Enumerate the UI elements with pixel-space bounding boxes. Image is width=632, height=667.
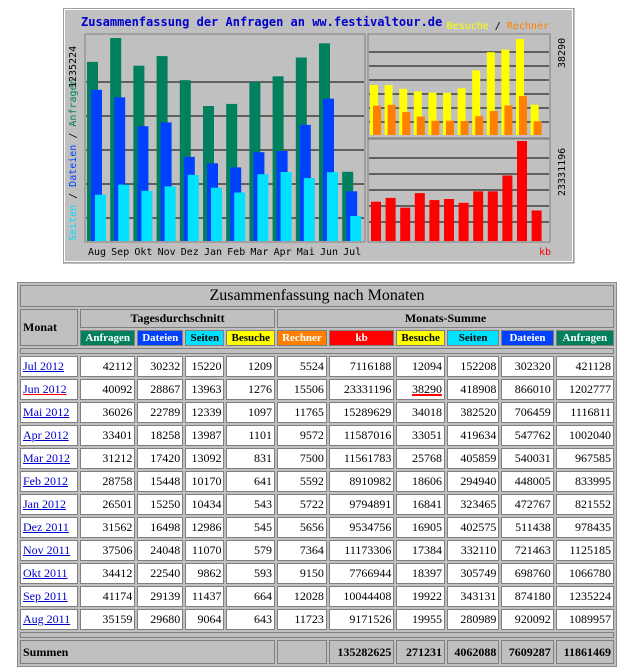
pages-cell: 323465 — [447, 494, 499, 515]
bar-pages-dez — [188, 175, 199, 241]
month-link[interactable]: Nov 2011 — [23, 543, 71, 557]
x-tick-label: Aug — [87, 247, 107, 258]
bar-kb-sep — [386, 198, 396, 241]
visits-cell: 33051 — [396, 425, 445, 446]
month-link[interactable]: Mar 2012 — [23, 451, 70, 465]
visits-panel — [368, 34, 550, 138]
month-cell — [20, 402, 78, 423]
hits-cell: 1235224 — [556, 586, 614, 607]
daily-visits-cell: 664 — [226, 586, 275, 607]
kb-cell: 23331196 — [329, 379, 394, 400]
daily-visits-cell: 643 — [226, 609, 275, 630]
col-header-kb: kb — [329, 330, 394, 346]
month-cell — [20, 471, 78, 492]
month-link[interactable]: Jan 2012 — [23, 497, 66, 511]
month-cell — [20, 448, 78, 469]
main-panel — [85, 34, 365, 258]
daily-hits-cell: 40092 — [80, 379, 135, 400]
total-visits: 271231 — [396, 640, 445, 664]
daily-visits-cell: 1209 — [226, 356, 275, 377]
daily-pages-cell: 9862 — [185, 563, 224, 584]
daily-visits-cell: 579 — [226, 540, 275, 561]
daily-hits-cell: 26501 — [80, 494, 135, 515]
hosts-cell: 7364 — [277, 540, 327, 561]
daily-hits-cell: 28758 — [80, 471, 135, 492]
month-header: Monat — [20, 309, 78, 346]
daily-pages-cell: 9064 — [185, 609, 224, 630]
pages-cell: 418908 — [447, 379, 499, 400]
max-visits-label: 38290 — [557, 37, 568, 68]
bar-pages-mai — [304, 178, 315, 241]
month-cell — [20, 563, 78, 584]
visits-cell: 19922 — [396, 586, 445, 607]
files-cell: 302320 — [501, 356, 553, 377]
daily-pages-cell: 11437 — [185, 586, 224, 607]
pages-cell: 382520 — [447, 402, 499, 423]
month-cell — [20, 517, 78, 538]
files-cell: 866010 — [501, 379, 553, 400]
pages-cell: 332110 — [447, 540, 499, 561]
bar-kb-feb — [459, 203, 469, 241]
legend-sep-b: / — [68, 126, 79, 145]
bar-hosts-mar — [475, 116, 483, 135]
kb-cell: 9794891 — [329, 494, 394, 515]
bar-hosts-aug — [373, 106, 381, 135]
hits-cell: 967585 — [556, 448, 614, 469]
bar-kb-jun — [517, 141, 527, 241]
totals-label: Summen — [20, 640, 275, 664]
table-row — [20, 402, 614, 423]
bar-pages-okt — [141, 191, 152, 241]
table-row — [20, 609, 614, 630]
totals-row — [20, 640, 614, 664]
bar-pages-nov — [165, 186, 176, 241]
daily-pages-cell: 13987 — [185, 425, 224, 446]
files-cell: 472767 — [501, 494, 553, 515]
daily-files-cell: 16498 — [137, 517, 183, 538]
total-hits: 11861469 — [556, 640, 614, 664]
max-kb-label: 23331196 — [557, 147, 568, 196]
kb-cell: 7116188 — [329, 356, 394, 377]
kb-cell: 7766944 — [329, 563, 394, 584]
table-row — [20, 540, 614, 561]
bar-hosts-feb — [461, 121, 469, 135]
hosts-cell: 5656 — [277, 517, 327, 538]
daily-visits-cell: 1101 — [226, 425, 275, 446]
hits-cell: 1002040 — [556, 425, 614, 446]
bar-hosts-jun — [519, 96, 527, 135]
chart-title: Zusammenfassung der Anfragen an ww.festivaltour.de — [81, 15, 443, 29]
x-tick-label: Apr — [273, 247, 292, 258]
month-cell — [20, 609, 78, 630]
bar-hosts-jul — [534, 121, 542, 135]
bar-pages-feb — [234, 193, 245, 242]
daily-hits-cell: 42112 — [80, 356, 135, 377]
hits-cell: 1066780 — [556, 563, 614, 584]
daily-hits-cell: 36026 — [80, 402, 135, 423]
bar-kb-jul — [532, 211, 542, 242]
bar-pages-sep — [118, 185, 129, 241]
month-link[interactable]: Dez 2011 — [23, 520, 69, 534]
col-header-daily-visits: Besuche — [226, 330, 275, 346]
kb-cell: 10044408 — [329, 586, 394, 607]
x-tick-label: Jan — [203, 247, 223, 258]
totals-blank — [277, 640, 327, 664]
month-cell — [20, 425, 78, 446]
col-header-daily-hits: Anfragen — [80, 330, 135, 346]
x-tick-label: Jul — [343, 247, 362, 258]
daily-hits-cell: 31212 — [80, 448, 135, 469]
x-tick-label: Jun — [319, 247, 339, 258]
col-header-hits: Anfragen — [556, 330, 614, 346]
table-row — [20, 494, 614, 515]
kb-cell: 9171526 — [329, 609, 394, 630]
bar-kb-okt — [400, 208, 410, 241]
daily-hits-cell: 41174 — [80, 586, 135, 607]
x-tick-label: Dez — [180, 247, 199, 258]
x-tick-label: Feb — [227, 247, 246, 258]
hits-cell: 1202777 — [556, 379, 614, 400]
files-cell: 547762 — [501, 425, 553, 446]
daily-files-cell: 30232 — [137, 356, 183, 377]
daily-average-header: Tagesdurchschnitt — [80, 309, 275, 328]
bar-kb-nov — [415, 193, 425, 241]
hits-cell: 421128 — [556, 356, 614, 377]
month-cell — [20, 540, 78, 561]
hits-cell: 833995 — [556, 471, 614, 492]
hosts-cell: 11765 — [277, 402, 327, 423]
daily-pages-cell: 10434 — [185, 494, 224, 515]
daily-hits-cell: 31562 — [80, 517, 135, 538]
pages-cell: 405859 — [447, 448, 499, 469]
hosts-cell: 9150 — [277, 563, 327, 584]
daily-files-cell: 15448 — [137, 471, 183, 492]
max-hits-label: 1235224 — [68, 45, 79, 88]
daily-files-cell: 22789 — [137, 402, 183, 423]
pages-cell: 294940 — [447, 471, 499, 492]
hits-cell: 1116811 — [556, 402, 614, 423]
kb-cell: 11561783 — [329, 448, 394, 469]
legend-visits: Besuche — [446, 21, 489, 32]
table-row — [20, 471, 614, 492]
month-link[interactable]: Jul 2012 — [23, 359, 65, 373]
visits-cell: 12094 — [396, 356, 445, 377]
month-link[interactable]: Okt 2011 — [23, 566, 68, 580]
hosts-cell: 5592 — [277, 471, 327, 492]
legend-sep: / — [488, 21, 507, 32]
files-cell: 540031 — [501, 448, 553, 469]
daily-files-cell: 17420 — [137, 448, 183, 469]
bar-kb-dez — [429, 200, 439, 241]
col-header-hosts: Rechner — [277, 330, 327, 346]
col-header-daily-pages: Seiten — [185, 330, 224, 346]
kb-cell: 11587016 — [329, 425, 394, 446]
files-cell: 448005 — [501, 471, 553, 492]
bar-hosts-apr — [490, 111, 498, 135]
daily-pages-cell: 13963 — [185, 379, 224, 400]
x-tick-label: Nov — [157, 247, 176, 258]
daily-pages-cell: 13092 — [185, 448, 224, 469]
legend-sep-a: / — [68, 186, 79, 205]
daily-pages-cell: 11070 — [185, 540, 224, 561]
legend-visits-hosts — [447, 21, 549, 32]
pages-cell: 280989 — [447, 609, 499, 630]
hosts-cell: 15506 — [277, 379, 327, 400]
bar-kb-apr — [488, 191, 498, 241]
month-cell — [20, 379, 78, 400]
table-row — [20, 356, 614, 377]
daily-files-cell: 24048 — [137, 540, 183, 561]
visits-cell: 17384 — [396, 540, 445, 561]
bar-pages-apr — [281, 172, 292, 241]
files-cell: 874180 — [501, 586, 553, 607]
month-cell — [20, 356, 78, 377]
table-row — [20, 517, 614, 538]
daily-visits-cell: 831 — [226, 448, 275, 469]
bar-kb-mai — [502, 176, 512, 242]
kb-panel — [368, 139, 550, 242]
daily-files-cell: 29680 — [137, 609, 183, 630]
files-cell: 721463 — [501, 540, 553, 561]
kb-cell: 15289629 — [329, 402, 394, 423]
pages-cell: 305749 — [447, 563, 499, 584]
pages-cell: 419634 — [447, 425, 499, 446]
daily-hits-cell: 34412 — [80, 563, 135, 584]
hosts-cell: 12028 — [277, 586, 327, 607]
bar-hosts-okt — [402, 112, 410, 135]
bar-hosts-dez — [431, 121, 439, 135]
month-link[interactable]: Sep 2011 — [23, 589, 68, 603]
bar-hosts-jan — [446, 121, 454, 135]
legend-hosts: Rechner — [506, 21, 549, 32]
files-cell: 920092 — [501, 609, 553, 630]
monthly-summary-table-wrap — [17, 282, 617, 667]
kb-cell: 11173306 — [329, 540, 394, 561]
daily-pages-cell: 12986 — [185, 517, 224, 538]
visits-cell: 19955 — [396, 609, 445, 630]
x-tick-label: Mai — [296, 247, 315, 258]
x-tick-label: Sep — [111, 247, 130, 258]
bar-pages-jul — [350, 216, 361, 241]
total-files: 7609287 — [501, 640, 553, 664]
col-header-files: Dateien — [501, 330, 553, 346]
month-cell — [20, 494, 78, 515]
daily-pages-cell: 12339 — [185, 402, 224, 423]
hits-cell: 821552 — [556, 494, 614, 515]
hosts-cell: 11723 — [277, 609, 327, 630]
hosts-cell: 9572 — [277, 425, 327, 446]
legend-pages: Seiten — [68, 204, 79, 241]
daily-files-cell: 28867 — [137, 379, 183, 400]
files-cell: 698760 — [501, 563, 553, 584]
daily-visits-cell: 1097 — [226, 402, 275, 423]
files-cell: 706459 — [501, 402, 553, 423]
col-header-visits: Besuche — [396, 330, 445, 346]
daily-visits-cell: 1276 — [226, 379, 275, 400]
daily-hits-cell: 35159 — [80, 609, 135, 630]
visits-cell: 18397 — [396, 563, 445, 584]
visits-cell: 18606 — [396, 471, 445, 492]
files-cell: 511438 — [501, 517, 553, 538]
bar-kb-jan — [444, 199, 454, 241]
bar-kb-mar — [473, 191, 483, 241]
bar-kb-aug — [371, 202, 381, 241]
bar-hosts-sep — [388, 105, 396, 135]
x-tick-label: Mar — [250, 247, 269, 258]
table-row — [20, 563, 614, 584]
table-row — [20, 425, 614, 446]
month-link[interactable]: Jun 2012 — [23, 382, 67, 396]
month-cell — [20, 586, 78, 607]
bar-pages-jan — [211, 188, 222, 241]
legend-pages-files-hits — [68, 78, 79, 241]
daily-visits-cell: 545 — [226, 517, 275, 538]
visits-cell: 16841 — [396, 494, 445, 515]
x-tick-label: Okt — [134, 247, 153, 258]
legend-hits: Anfragen — [68, 78, 79, 127]
pages-cell: 152208 — [447, 356, 499, 377]
daily-pages-cell: 10170 — [185, 471, 224, 492]
daily-files-cell: 29139 — [137, 586, 183, 607]
kb-cell: 8910982 — [329, 471, 394, 492]
col-header-pages: Seiten — [447, 330, 499, 346]
legend-files: Dateien — [68, 144, 79, 187]
table-row — [20, 586, 614, 607]
month-link[interactable]: Mai 2012 — [23, 405, 70, 419]
kb-cell: 9534756 — [329, 517, 394, 538]
bar-hosts-nov — [417, 117, 425, 136]
pages-cell: 343131 — [447, 586, 499, 607]
table-row — [20, 379, 614, 400]
monthly-total-header: Monats-Summe — [277, 309, 614, 328]
visits-cell: 34018 — [396, 402, 445, 423]
bar-pages-mar — [257, 174, 268, 241]
bar-hosts-mai — [504, 106, 512, 136]
visits-cell: 38290 — [396, 379, 445, 400]
daily-pages-cell: 15220 — [185, 356, 224, 377]
daily-hits-cell: 33401 — [80, 425, 135, 446]
summary-chart — [63, 8, 575, 264]
daily-files-cell: 22540 — [137, 563, 183, 584]
daily-files-cell: 15250 — [137, 494, 183, 515]
bar-pages-aug — [95, 195, 106, 241]
month-link[interactable]: Feb 2012 — [23, 474, 68, 488]
daily-files-cell: 18258 — [137, 425, 183, 446]
kb-label: kb — [539, 247, 552, 258]
daily-visits-cell: 641 — [226, 471, 275, 492]
hosts-cell: 7500 — [277, 448, 327, 469]
pages-cell: 402575 — [447, 517, 499, 538]
table-title: Zusammenfassung nach Monaten — [20, 285, 614, 307]
total-pages: 4062088 — [447, 640, 499, 664]
bar-pages-jun — [327, 172, 338, 241]
month-link[interactable]: Apr 2012 — [23, 428, 69, 442]
table-row — [20, 448, 614, 469]
daily-visits-cell: 593 — [226, 563, 275, 584]
hosts-cell: 5722 — [277, 494, 327, 515]
hits-cell: 978435 — [556, 517, 614, 538]
visits-cell: 25768 — [396, 448, 445, 469]
total-kb: 135282625 — [329, 640, 394, 664]
hosts-cell: 5524 — [277, 356, 327, 377]
monthly-summary-table — [17, 282, 617, 667]
visits-cell: 16905 — [396, 517, 445, 538]
hits-cell: 1089957 — [556, 609, 614, 630]
daily-hits-cell: 37506 — [80, 540, 135, 561]
hits-cell: 1125185 — [556, 540, 614, 561]
month-link[interactable]: Aug 2011 — [23, 612, 71, 626]
col-header-daily-files: Dateien — [137, 330, 183, 346]
daily-visits-cell: 543 — [226, 494, 275, 515]
